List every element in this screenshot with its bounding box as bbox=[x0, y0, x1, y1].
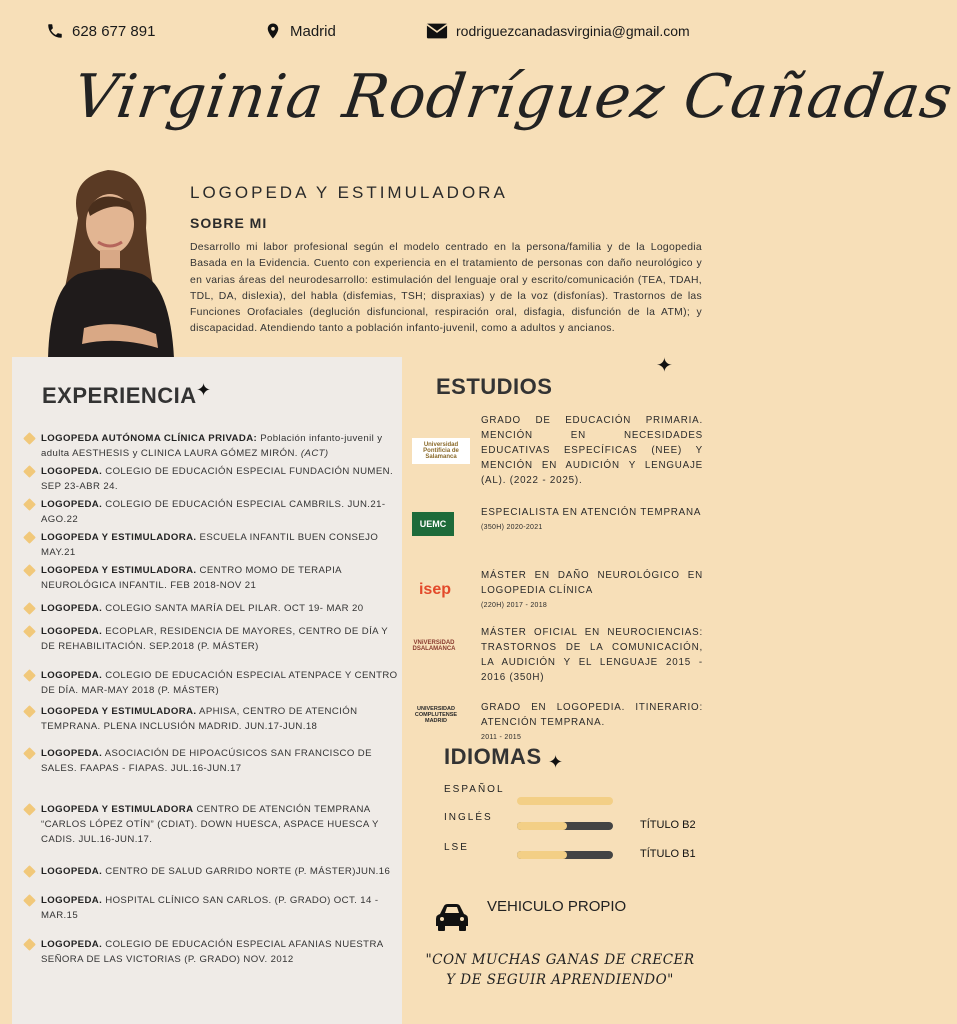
experience-role: LOGOPEDA Y ESTIMULADORA bbox=[41, 804, 194, 815]
experience-role: LOGOPEDA Y ESTIMULADORA. bbox=[41, 706, 197, 717]
sparkle-icon: ✦ bbox=[196, 380, 212, 400]
language-name: ESPAÑOL bbox=[444, 784, 505, 795]
experience-item bbox=[41, 601, 399, 616]
languages-heading: IDIOMAS bbox=[444, 744, 542, 769]
institution-logo: Universidad Pontificia de Salamanca bbox=[412, 438, 470, 464]
study-item bbox=[481, 413, 703, 488]
study-item bbox=[481, 700, 703, 745]
location-pin-icon bbox=[264, 22, 282, 40]
full-name: Virginia Rodríguez Cañadas bbox=[69, 62, 957, 132]
experience-detail: COLEGIO DE EDUCACIÓN ESPECIAL FUNDACIÓN NUMEN. SEP 23-ABR 24. bbox=[41, 466, 394, 492]
experience-role: LOGOPEDA. bbox=[41, 499, 103, 510]
study-dates: (350H) 2020-2021 bbox=[481, 524, 543, 531]
email-address[interactable]: rodriguezcanadasvirginia@gmail.com bbox=[456, 23, 690, 39]
experience-detail: ESCUELA INFANTIL BUEN CONSEJO MAY.21 bbox=[41, 532, 379, 558]
experience-role: LOGOPEDA. bbox=[41, 748, 103, 759]
experience-role: LOGOPEDA Y ESTIMULADORA. bbox=[41, 565, 197, 576]
experience-role: LOGOPEDA Y ESTIMULADORA. bbox=[41, 532, 197, 543]
profile-photo bbox=[38, 158, 178, 358]
experience-detail: COLEGIO DE EDUCACIÓN ESPECIAL ATENPACE Y CENTRO DE DÍA. MAR-MAY 2018 (P. MÁSTER) bbox=[41, 670, 398, 696]
experience-detail: COLEGIO SANTA MARÍA DEL PILAR. OCT 19- MAR 20 bbox=[102, 603, 364, 614]
institution-logo: UEMC bbox=[412, 512, 454, 536]
phone-contact bbox=[46, 22, 155, 40]
experience-item bbox=[41, 563, 399, 593]
study-title: GRADO DE EDUCACIÓN PRIMARIA. MENCIÓN EN NECESIDADES EDUCATIVAS ESPECÍFICAS (NEE) Y MENCIÓN EN AUDICIÓN Y LENGUAJE (AL). (2022 - 2025). bbox=[481, 415, 703, 486]
experience-item bbox=[41, 668, 399, 698]
experience-item bbox=[41, 431, 399, 461]
experience-detail: COLEGIO DE EDUCACIÓN ESPECIAL AFANIAS NUESTRA SEÑORA DE LAS VICTORIAS (P. GRADO) NOV. 2012 bbox=[41, 939, 384, 965]
experience-item bbox=[41, 864, 399, 879]
experience-item bbox=[41, 937, 399, 967]
experience-role: LOGOPEDA. bbox=[41, 895, 103, 906]
study-item bbox=[481, 625, 703, 685]
language-level-fill bbox=[517, 851, 567, 859]
language-level-fill bbox=[517, 822, 567, 830]
language-name: INGLÉS bbox=[444, 812, 493, 823]
experience-role: LOGOPEDA. bbox=[41, 670, 103, 681]
email-contact[interactable] bbox=[426, 22, 690, 40]
language-level-label: TÍTULO B2 bbox=[640, 819, 696, 831]
experience-detail: CENTRO MOMO DE TERAPIA NEUROLÓGICA INFANTIL. FEB 2018-NOV 21 bbox=[41, 565, 342, 591]
study-dates: (220H) 2017 - 2018 bbox=[481, 602, 548, 609]
study-item bbox=[481, 505, 703, 535]
sparkle-icon: ✦ bbox=[548, 752, 564, 772]
experience-role: LOGOPEDA. bbox=[41, 603, 103, 614]
experience-item bbox=[41, 746, 399, 776]
experience-item bbox=[41, 802, 399, 847]
study-item bbox=[481, 568, 703, 613]
phone-number: 628 677 891 bbox=[72, 22, 156, 40]
experience-heading: EXPERIENCIA bbox=[42, 383, 197, 408]
institution-logo: UNIVERSIDAD COMPLUTENSE MADRID bbox=[414, 706, 458, 724]
closing-quote: "CON MUCHAS GANAS DE CRECER Y DE SEGUIR APRENDIENDO" bbox=[425, 952, 695, 988]
institution-logo: isep bbox=[418, 581, 451, 598]
study-title: MÁSTER OFICIAL EN NEUROCIENCIAS: TRASTORNOS DE LA COMUNICACIÓN, LA AUDICIÓN Y EL LENGUAJE 2015 - 2016 (350H) bbox=[481, 627, 703, 683]
study-dates: 2011 - 2015 bbox=[481, 734, 522, 741]
experience-detail: Población infanto-juvenil y adulta AESTHESIS y CLINICA LAURA GÓMEZ MIRÓN. bbox=[41, 433, 383, 459]
experience-detail: ECOPLAR, RESIDENCIA DE MAYORES, CENTRO DE DÍA Y DE REHABILITACIÓN. SEP.2018 (P. MÁSTER) bbox=[41, 626, 388, 652]
institution-logo: VNiVERSiDAD DSALAMANCA bbox=[412, 640, 456, 652]
experience-item bbox=[41, 497, 399, 527]
about-heading: SOBRE MI bbox=[190, 215, 268, 231]
experience-role: LOGOPEDA. bbox=[41, 939, 103, 950]
study-title: GRADO EN LOGOPEDIA. ITINERARIO: ATENCIÓN TEMPRANA. bbox=[481, 702, 703, 728]
sparkle-icon: ✦ bbox=[656, 355, 673, 377]
experience-role: LOGOPEDA. bbox=[41, 466, 103, 477]
language-level-bar bbox=[517, 797, 613, 805]
experience-detail: ASOCIACIÓN DE HIPOACÚSICOS SAN FRANCISCO DE SALES. FAAPAS - FIAPAS. JUL.16-JUN.17 bbox=[41, 748, 372, 774]
experience-detail: APHISA, CENTRO DE ATENCIÓN TEMPRANA. PLENA INCLUSIÓN MADRID. JUN.17-JUN.18 bbox=[41, 706, 358, 732]
experience-detail: CENTRO DE SALUD GARRIDO NORTE (P. MÁSTER)JUN.16 bbox=[102, 866, 391, 877]
experience-role: LOGOPEDA. bbox=[41, 866, 103, 877]
experience-role: LOGOPEDA. bbox=[41, 626, 103, 637]
phone-icon bbox=[46, 22, 64, 40]
study-title: MÁSTER EN DAÑO NEUROLÓGICO EN LOGOPEDIA CLÍNICA bbox=[481, 570, 703, 596]
experience-item bbox=[41, 624, 399, 654]
experience-item bbox=[41, 530, 399, 560]
language-level-label: TÍTULO B1 bbox=[640, 848, 696, 860]
location-text: Madrid bbox=[290, 22, 336, 40]
car-icon bbox=[434, 902, 470, 932]
experience-item bbox=[41, 464, 399, 494]
mail-icon bbox=[426, 22, 448, 40]
experience-item bbox=[41, 893, 399, 923]
studies-heading: ESTUDIOS bbox=[436, 374, 553, 399]
language-name: LSE bbox=[444, 842, 469, 853]
about-text: Desarrollo mi labor profesional según el modelo centrado en la persona/familia y de la Logopedia Basada en la Evidencia. Cuento con experiencia en el tratamiento de personas con daño neurológico y en varias áreas del neurodesarrollo: estimulación del lenguaje oral y escrito/comunicación (TEA, TDAH, TDL, DA, dislexia), del habla (disfemias, TSH; dispraxias) y de la voz (disfonías). Trastornos de las Funciones Orofaciales (deglución disfuncional, respiración oral, disfagia, disfunción de la ATM); y discapacidad. Atendiendo tanto a población infanto-juvenil, como a adultos y ancianos. bbox=[190, 242, 702, 335]
experience-detail: COLEGIO DE EDUCACIÓN ESPECIAL CAMBRILS. JUN.21-AGO.22 bbox=[41, 499, 386, 525]
job-title: LOGOPEDA Y ESTIMULADORA bbox=[190, 183, 508, 202]
study-title: ESPECIALISTA EN ATENCIÓN TEMPRANA bbox=[481, 507, 702, 518]
experience-extra: (ACT) bbox=[297, 448, 329, 459]
experience-detail: HOSPITAL CLÍNICO SAN CARLOS. (P. GRADO) OCT. 14 - MAR.15 bbox=[41, 895, 379, 921]
experience-detail: CENTRO DE ATENCIÓN TEMPRANA “CARLOS LÓPEZ OTÍN” (CDIAT). DOWN HUESCA, ASPACE HUESCA Y CADIS. JUL.16-JUN.17. bbox=[41, 804, 379, 845]
experience-item bbox=[41, 704, 399, 734]
experience-role: LOGOPEDA AUTÓNOMA CLÍNICA PRIVADA: bbox=[41, 433, 258, 444]
vehicle-text: VEHICULO PROPIO bbox=[487, 898, 627, 915]
location-contact bbox=[264, 22, 336, 40]
